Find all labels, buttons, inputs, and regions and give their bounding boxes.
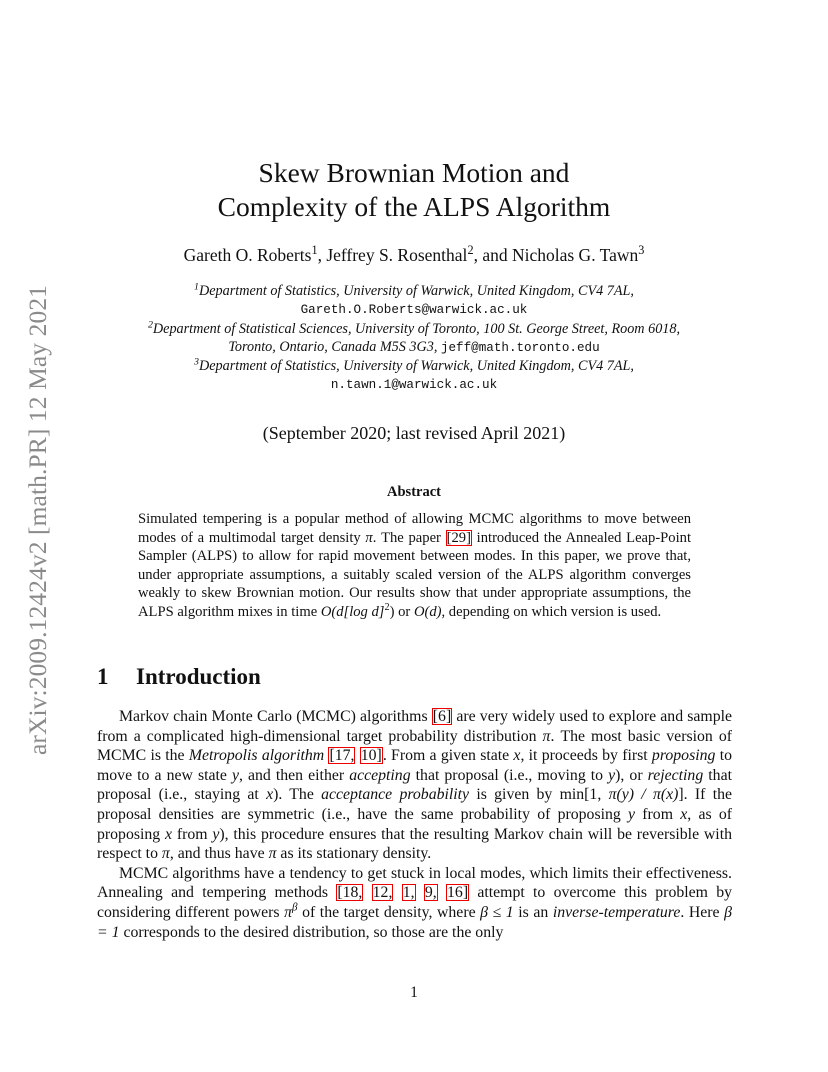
- citation-6[interactable]: [6]: [432, 708, 452, 725]
- citation-17[interactable]: [17,: [329, 747, 355, 765]
- section-number: 1: [97, 664, 109, 689]
- author-1: Gareth O. Roberts: [183, 245, 312, 265]
- title-line-2: Complexity of the ALPS Algorithm: [217, 191, 611, 222]
- citation-29[interactable]: [29]: [446, 529, 471, 546]
- email-3[interactable]: n.tawn.1@warwick.ac.uk: [330, 378, 498, 393]
- affiliations: $^1$Department of Statistics, University of Warwick, United Kingdom, CV4 7AL, Gareth.O.Roberts@warwick.ac.uk $^2$Department of Statistical Sciences, University of Toronto, 100 St. George Street, Room 6018, Toronto, Ontario, Canada M5S 3G3, jeff@math.toronto.edu $^3$Department of Statistics, University of Warwick, United Kingdom, CV4 7AL, n.tawn.1@warwick.ac.uk: [147, 281, 681, 393]
- abstract-heading: Abstract: [387, 484, 441, 500]
- abstract-text: Simulated tempering is a popular method of allowing MCMC algorithms to move between modes of a multimodal target density π. The paper [29] introduced the Annealed Leap-Point Sampler (ALPS) to allow for rapid movement between modes. In this paper, we prove that, under appropriate assumptions, a suitably scaled version of the ALPS algorithm converges weakly to skew Brownian motion. Our results show that under appropriate assumptions, the ALPS algorithm mixes in time O(d[log d]$^2$) or O(d), depending on which version is used.: [138, 511, 691, 620]
- section-title: Introduction: [136, 664, 261, 689]
- citation-16[interactable]: 16]: [447, 884, 469, 902]
- affiliation-1: Department of Statistics, University of Warwick, United Kingdom, CV4 7AL,: [199, 283, 634, 299]
- citation-18[interactable]: [18,: [337, 884, 363, 902]
- page-number: 1: [410, 984, 418, 1001]
- email-2[interactable]: jeff@math.toronto.edu: [440, 340, 600, 355]
- introduction-body: [97, 707, 732, 942]
- paragraph-2: MCMC algorithms have a tendency to get stuck in local modes, which limits their effectiveness. Annealing and tempering methods [18, 12, 1, 9, 16] attempt to overcome this problem by considering different powers $\pi^\beta$ of the target density, where β ≤ 1 is an inverse-temperature. Here β = 1 corresponds to the desired distribution, so those are the only: [97, 864, 733, 941]
- author-list: Gareth O. Roberts$^1$, Jeffrey S. Rosenthal$^2$, and Nicholas G. Tawn$^3$: [183, 243, 645, 265]
- email-1[interactable]: Gareth.O.Roberts@warwick.ac.uk: [300, 303, 528, 318]
- affiliation-2: Department of Statistical Sciences, University of Toronto, 100 St. George Street, Room 6018,: [152, 320, 681, 337]
- citation-10[interactable]: 10]: [360, 747, 382, 765]
- paragraph-1: Markov chain Monte Carlo (MCMC) algorithms [6] are very widely used to explore and sample from a complicated high-dimensional target probability distribution π. The most basic version of MCMC is the Metropolis algorithm [17, 10]. From a given state x, it proceeds by first proposing to move to a new state y, and then either accepting that proposal (i.e., moving to y), or rejecting that proposal (i.e., staying at x). The acceptance probability is given by min[1, π(y) / π(x)]. If the proposal densities are symmetric (i.e., have the same probability of proposing y from x, as of proposing x from y), this procedure ensures that the resulting Markov chain will be reversible with respect to π, and thus have π as its stationary density.: [97, 708, 732, 863]
- affiliation-3: Department of Statistics, University of Warwick, United Kingdom, CV4 7AL,: [199, 358, 634, 375]
- paper-title: [0, 156, 828, 224]
- arxiv-id: arXiv:2009.12424v2 [math.PR] 12 May 2021: [23, 284, 52, 756]
- citation-1[interactable]: 1,: [402, 884, 415, 902]
- author-2: Jeffrey S. Rosenthal: [326, 245, 468, 265]
- citation-12[interactable]: 12,: [372, 884, 393, 902]
- revision-date: (September 2020; last revised April 2021): [262, 423, 566, 443]
- title-line-1: Skew Brownian Motion and: [258, 157, 570, 188]
- author-3: Nicholas G. Tawn: [511, 245, 639, 265]
- citation-9[interactable]: 9,: [424, 884, 437, 902]
- section-heading: [97, 664, 261, 690]
